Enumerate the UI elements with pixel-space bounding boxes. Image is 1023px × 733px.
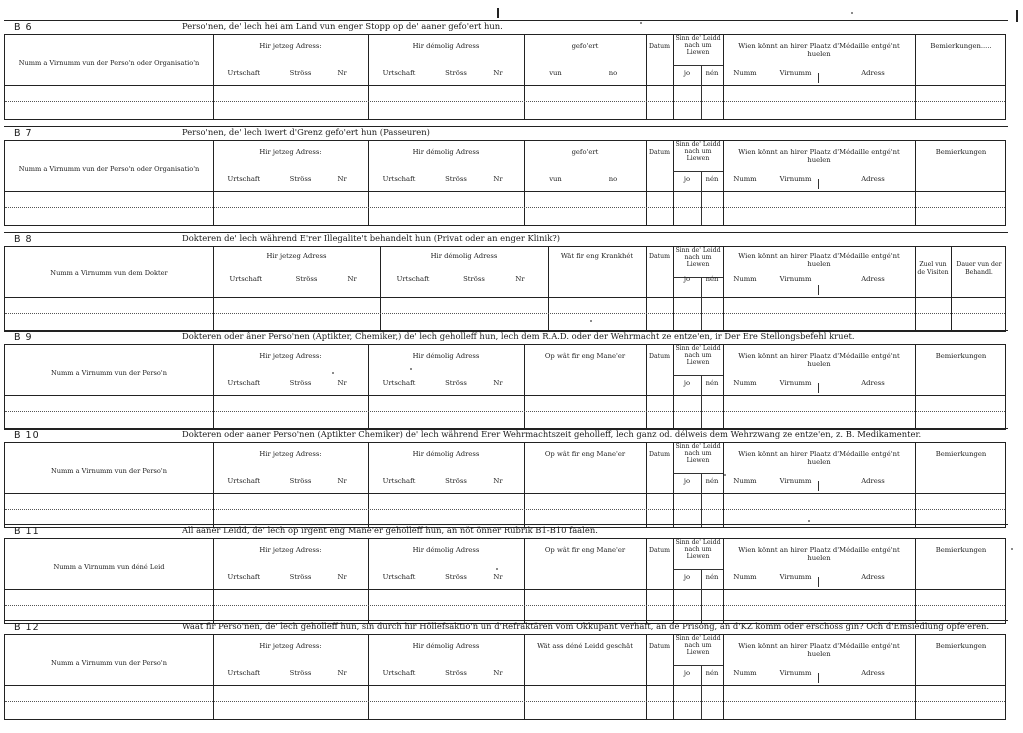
from-label: vun <box>549 175 562 183</box>
medaille-adress-label: Adress <box>861 175 885 183</box>
paper-speck <box>640 22 642 24</box>
table-column-divider <box>524 141 525 225</box>
section-header <box>4 524 1008 539</box>
third-column-label: Op wât fir eng Mane'er <box>544 450 626 458</box>
medaille-subdivider <box>818 673 819 683</box>
section-title: Waat fir Perso'nen, de' lech geholleff hun, sin durch hir Höllefsaktio'n un d'Refraktären vom Okkupant verhaft, an de Prisong, an d'KZ komm oder erschoss gin? Och d'Emsiedlung opfe'eren. <box>182 621 990 631</box>
header-subline <box>673 569 723 570</box>
former-address-label: Hir démolig Adress <box>412 450 480 458</box>
table-column-divider <box>524 539 525 623</box>
yes-label: jo <box>683 275 691 283</box>
name-column-label: Numm a Virnumm vun der Perso'n <box>51 369 167 377</box>
former-address-label: Hir démolig Adress <box>412 148 480 156</box>
current-address-label: Hir jetzeg Adress: <box>259 42 322 50</box>
table-row-line <box>5 411 1005 412</box>
former-address-label: Hir démolig Adress <box>412 42 480 50</box>
yes-label: jo <box>683 379 691 387</box>
section-title: All aaner Leidd, de' lech op irgent eng Mane'er geholleff hun, an nöt önner Rubrik B1-B10 faalen. <box>182 525 598 535</box>
name-column-label: Numm a Virnumm vun der Perso'n oder Organisatio'n <box>18 59 200 67</box>
form-section <box>4 524 1008 624</box>
medaille-virnumm-label: Virnumm <box>779 175 812 183</box>
medaille-subdivider <box>818 73 819 83</box>
remarks-label: Bemierkungen <box>935 352 987 360</box>
third-column-label: Op wât fir eng Mane'er <box>544 352 626 360</box>
visits-label: Zuel vun de Visiten <box>917 261 949 276</box>
still-alive-label: Sinn de' Leidd nach um Liewen <box>675 635 721 656</box>
table-column-divider <box>524 345 525 429</box>
medaille-adress-label: Adress <box>861 379 885 387</box>
medaille-numm-label: Numm <box>733 669 757 677</box>
header-subline <box>673 375 723 376</box>
still-alive-label: Sinn de' Leidd nach um Liewen <box>675 35 721 56</box>
medaille-subdivider <box>818 577 819 587</box>
nr-label: Nr <box>337 175 347 183</box>
former-address-label: Hir démolig Adress <box>412 352 480 360</box>
paper-speck <box>724 474 726 476</box>
table-column-divider <box>524 635 525 719</box>
section-code: B 8 <box>14 234 33 245</box>
table-row-line <box>5 509 1005 510</box>
section-header <box>4 232 1008 247</box>
section-code: B 6 <box>14 22 33 33</box>
table-row-line <box>5 313 1005 314</box>
medaille-virnumm-label: Virnumm <box>779 379 812 387</box>
to-label: no <box>608 175 618 183</box>
yes-label: jo <box>683 669 691 677</box>
former-address-label: Hir démolig Adress <box>412 642 480 650</box>
table-row-line <box>5 225 1005 226</box>
still-alive-label: Sinn de' Leidd nach um Liewen <box>675 247 721 268</box>
nr-label: Nr <box>337 379 347 387</box>
datum-label: Datum <box>649 149 670 156</box>
nr-label: Nr <box>347 275 357 283</box>
still-alive-label: Sinn de' Leidd nach um Liewen <box>675 539 721 560</box>
no-label: nén <box>705 175 719 183</box>
nr-label: Nr <box>337 573 347 581</box>
third-column-label: Wät ass déné Leidd geschät <box>537 642 633 650</box>
third-column-label: Op wât fir eng Mane'er <box>544 546 626 554</box>
nr-label: Nr <box>515 275 525 283</box>
stross-label: Ströss <box>463 275 485 283</box>
section-title: Dokteren oder âner Perso'nen (Aptikter, Chemiker,) de' lech geholleff hun, lech dem R.A.D. oder der Wehrmacht ze entze'en, ir Der Ere Stellongsbefehl kruet. <box>182 331 855 341</box>
section-code: B 9 <box>14 332 33 343</box>
nr-label: Nr <box>337 477 347 485</box>
section-table <box>4 538 1006 624</box>
medaille-label: Wien könnt an hirer Plaatz d'Médaille entgé'nt huelen <box>738 252 900 268</box>
medaille-virnumm-label: Virnumm <box>779 669 812 677</box>
section-code: B 7 <box>14 128 33 139</box>
table-column-divider <box>723 539 724 623</box>
no-label: nén <box>705 275 719 283</box>
datum-label: Datum <box>649 43 670 50</box>
form-section <box>4 232 1008 332</box>
table-row-line <box>5 719 1005 720</box>
datum-label: Datum <box>649 643 670 650</box>
to-label: no <box>608 69 618 77</box>
header-subline <box>673 665 723 666</box>
table-column-divider <box>723 35 724 119</box>
table-header-separator <box>5 297 1005 298</box>
form-section <box>4 126 1008 226</box>
table-row-line <box>5 207 1005 208</box>
ortschaft-label: Urtschaft <box>396 275 430 283</box>
table-row-line <box>5 119 1005 120</box>
ortschaft-label: Urtschaft <box>227 69 261 77</box>
medaille-label: Wien könnt an hirer Plaatz d'Médaille entgé'nt huelen <box>738 42 900 58</box>
paper-speck <box>496 568 498 570</box>
section-title: Perso'nen, de' lech iwert d'Grenz gefo'ert hun (Passeuren) <box>182 127 430 137</box>
header-subline <box>673 171 723 172</box>
section-table <box>4 634 1006 720</box>
former-address-label: Hir démolig Adress <box>430 252 498 260</box>
medaille-numm-label: Numm <box>733 573 757 581</box>
section-table <box>4 442 1006 528</box>
current-address-label: Hir jetzeg Adress: <box>259 546 322 554</box>
paper-speck <box>332 372 334 374</box>
still-alive-label: Sinn de' Leidd nach um Liewen <box>675 141 721 162</box>
medaille-virnumm-label: Virnumm <box>779 477 812 485</box>
table-row-line <box>5 701 1005 702</box>
current-address-label: Hir jetzeg Adress: <box>259 450 322 458</box>
nr-label: Nr <box>337 69 347 77</box>
third-column-label: Wät fir eng Krankhét <box>560 252 634 260</box>
yes-label: jo <box>683 573 691 581</box>
table-column-divider <box>524 443 525 527</box>
table-column-divider <box>723 345 724 429</box>
paper-speck <box>590 320 592 322</box>
still-alive-label: Sinn de' Leidd nach um Liewen <box>675 443 721 464</box>
nr-label: Nr <box>493 669 503 677</box>
medaille-label: Wien könnt an hirer Plaatz d'Médaille entgé'nt huelen <box>738 546 900 562</box>
remarks-label: Bemierkungen..... <box>930 42 992 50</box>
ortschaft-label: Urtschaft <box>227 379 261 387</box>
medaille-adress-label: Adress <box>861 69 885 77</box>
stross-label: Ströss <box>289 477 312 485</box>
nr-label: Nr <box>493 573 503 581</box>
remarks-label: Bemierkungen <box>935 546 987 554</box>
stross-label: Ströss <box>289 379 312 387</box>
section-header <box>4 20 1008 35</box>
stross-label: Ströss <box>445 379 467 387</box>
still-alive-label: Sinn de' Leidd nach um Liewen <box>675 345 721 366</box>
yes-label: jo <box>683 69 691 77</box>
medaille-adress-label: Adress <box>861 669 885 677</box>
medaille-subdivider <box>818 383 819 393</box>
yes-label: jo <box>683 477 691 485</box>
section-table <box>4 34 1006 120</box>
nr-label: Nr <box>493 69 503 77</box>
remarks-label: Bemierkungen <box>935 450 987 458</box>
jo-nen-divider <box>701 277 702 331</box>
paper-speck <box>1011 548 1013 550</box>
table-column-divider <box>723 141 724 225</box>
from-label: vun <box>549 69 562 77</box>
name-column-label: Numm a Virnumm vun dem Dokter <box>50 269 168 277</box>
ortschaft-label: Urtschaft <box>382 573 416 581</box>
medaille-adress-label: Adress <box>861 573 885 581</box>
stross-label: Ströss <box>445 669 467 677</box>
name-column-label: Numm a Virnumm vun déné Leid <box>53 563 165 571</box>
medaille-label: Wien könnt an hirer Plaatz d'Médaille entgé'nt huelen <box>738 450 900 466</box>
no-label: nén <box>705 69 719 77</box>
ortschaft-label: Urtschaft <box>382 669 416 677</box>
table-column-divider <box>548 247 549 331</box>
medaille-virnumm-label: Virnumm <box>779 573 812 581</box>
table-column-divider <box>723 443 724 527</box>
table-row-line <box>5 605 1005 606</box>
header-subline <box>673 65 723 66</box>
no-label: nén <box>705 669 719 677</box>
name-column-label: Numm a Virnumm vun der Perso'n <box>51 467 167 475</box>
datum-label: Datum <box>649 451 670 458</box>
ortschaft-label: Urtschaft <box>382 379 416 387</box>
stross-label: Ströss <box>295 275 318 283</box>
stross-label: Ströss <box>289 669 312 677</box>
medaille-numm-label: Numm <box>733 275 757 283</box>
paper-speck <box>851 12 853 14</box>
section-code: B 12 <box>14 622 40 633</box>
table-row-line <box>5 101 1005 102</box>
ortschaft-label: Urtschaft <box>227 573 261 581</box>
no-label: nén <box>705 573 719 581</box>
nr-label: Nr <box>337 669 347 677</box>
medaille-virnumm-label: Virnumm <box>779 69 812 77</box>
header-subline <box>673 473 723 474</box>
section-code: B 10 <box>14 430 40 441</box>
yes-label: jo <box>683 175 691 183</box>
third-column-label: gefo'ert <box>571 42 599 50</box>
nr-label: Nr <box>493 477 503 485</box>
ortschaft-label: Urtschaft <box>227 477 261 485</box>
table-column-divider <box>951 247 952 331</box>
nr-label: Nr <box>493 379 503 387</box>
no-label: nén <box>705 477 719 485</box>
medaille-label: Wien könnt an hirer Plaatz d'Médaille entgé'nt huelen <box>738 148 900 164</box>
former-address-label: Hir démolig Adress <box>412 546 480 554</box>
stross-label: Ströss <box>289 69 312 77</box>
datum-label: Datum <box>649 547 670 554</box>
form-section <box>4 428 1008 528</box>
table-column-divider <box>723 635 724 719</box>
duration-label: Dauer vun der Behandl. <box>956 261 1002 276</box>
table-header-separator <box>5 685 1005 686</box>
current-address-label: Hir jetzeg Adress <box>266 252 327 260</box>
section-table <box>4 246 1006 332</box>
medaille-subdivider <box>818 179 819 189</box>
table-header-separator <box>5 589 1005 590</box>
ortschaft-label: Urtschaft <box>382 69 416 77</box>
name-column-label: Numm a Virnumm vun der Perso'n <box>51 659 167 667</box>
section-header <box>4 428 1008 443</box>
ortschaft-label: Urtschaft <box>227 669 261 677</box>
section-title: Dokteren de' lech während E'rer Illegalite't behandelt hun (Privat oder an enger Klinik?) <box>182 233 561 243</box>
form-section <box>4 20 1008 120</box>
ortschaft-label: Urtschaft <box>229 275 263 283</box>
table-column-divider <box>723 247 724 331</box>
third-column-label: gefo'ert <box>571 148 599 156</box>
section-table <box>4 140 1006 226</box>
table-header-separator <box>5 493 1005 494</box>
form-section <box>4 620 1008 720</box>
table-header-separator <box>5 395 1005 396</box>
form-section <box>4 330 1008 430</box>
medaille-adress-label: Adress <box>861 275 885 283</box>
section-header <box>4 330 1008 345</box>
section-title: Perso'nen, de' lech hei am Land vun enger Stopp op de' aaner gefo'ert hun. <box>182 21 503 31</box>
paper-speck <box>410 368 412 370</box>
table-column-divider <box>524 35 525 119</box>
medaille-label: Wien könnt an hirer Plaatz d'Médaille entgé'nt huelen <box>738 642 900 658</box>
section-title: Dokteren oder aaner Perso'nen (Aptikter Chemiker) de' lech während Erer Wehrmachtszeit geholleff, lech ganz od. délweis dem Wehrzwang ze entze'en, z. B. Medikamenter. <box>182 429 922 439</box>
section-code: B 11 <box>14 526 40 537</box>
stross-label: Ströss <box>289 573 312 581</box>
ortschaft-label: Urtschaft <box>227 175 261 183</box>
ortschaft-label: Urtschaft <box>382 175 416 183</box>
current-address-label: Hir jetzeg Adress: <box>259 642 322 650</box>
datum-label: Datum <box>649 253 670 260</box>
ortschaft-label: Urtschaft <box>382 477 416 485</box>
stross-label: Ströss <box>445 477 467 485</box>
remarks-label: Bemierkungen <box>935 642 987 650</box>
name-column-label: Numm a Virnumm vun der Perso'n oder Organisatio'n <box>18 165 200 173</box>
stross-label: Ströss <box>289 175 312 183</box>
paper-speck <box>808 520 810 522</box>
stross-label: Ströss <box>445 69 467 77</box>
medaille-virnumm-label: Virnumm <box>779 275 812 283</box>
medaille-numm-label: Numm <box>733 69 757 77</box>
stross-label: Ströss <box>445 573 467 581</box>
medaille-numm-label: Numm <box>733 477 757 485</box>
datum-label: Datum <box>649 353 670 360</box>
table-column-divider <box>915 247 916 331</box>
current-address-label: Hir jetzeg Adress: <box>259 148 322 156</box>
stross-label: Ströss <box>445 175 467 183</box>
section-header <box>4 126 1008 141</box>
nr-label: Nr <box>493 175 503 183</box>
current-address-label: Hir jetzeg Adress: <box>259 352 322 360</box>
crop-mark-right <box>1016 10 1018 22</box>
medaille-label: Wien könnt an hirer Plaatz d'Médaille entgé'nt huelen <box>738 352 900 368</box>
table-header-separator <box>5 191 1005 192</box>
medaille-subdivider <box>818 481 819 491</box>
remarks-label: Bemierkungen <box>935 148 987 156</box>
no-label: nén <box>705 379 719 387</box>
crop-mark-top <box>497 8 499 18</box>
medaille-subdivider <box>818 285 819 295</box>
section-header <box>4 620 1008 635</box>
table-header-separator <box>5 85 1005 86</box>
medaille-numm-label: Numm <box>733 379 757 387</box>
section-table <box>4 344 1006 430</box>
medaille-numm-label: Numm <box>733 175 757 183</box>
medaille-adress-label: Adress <box>861 477 885 485</box>
